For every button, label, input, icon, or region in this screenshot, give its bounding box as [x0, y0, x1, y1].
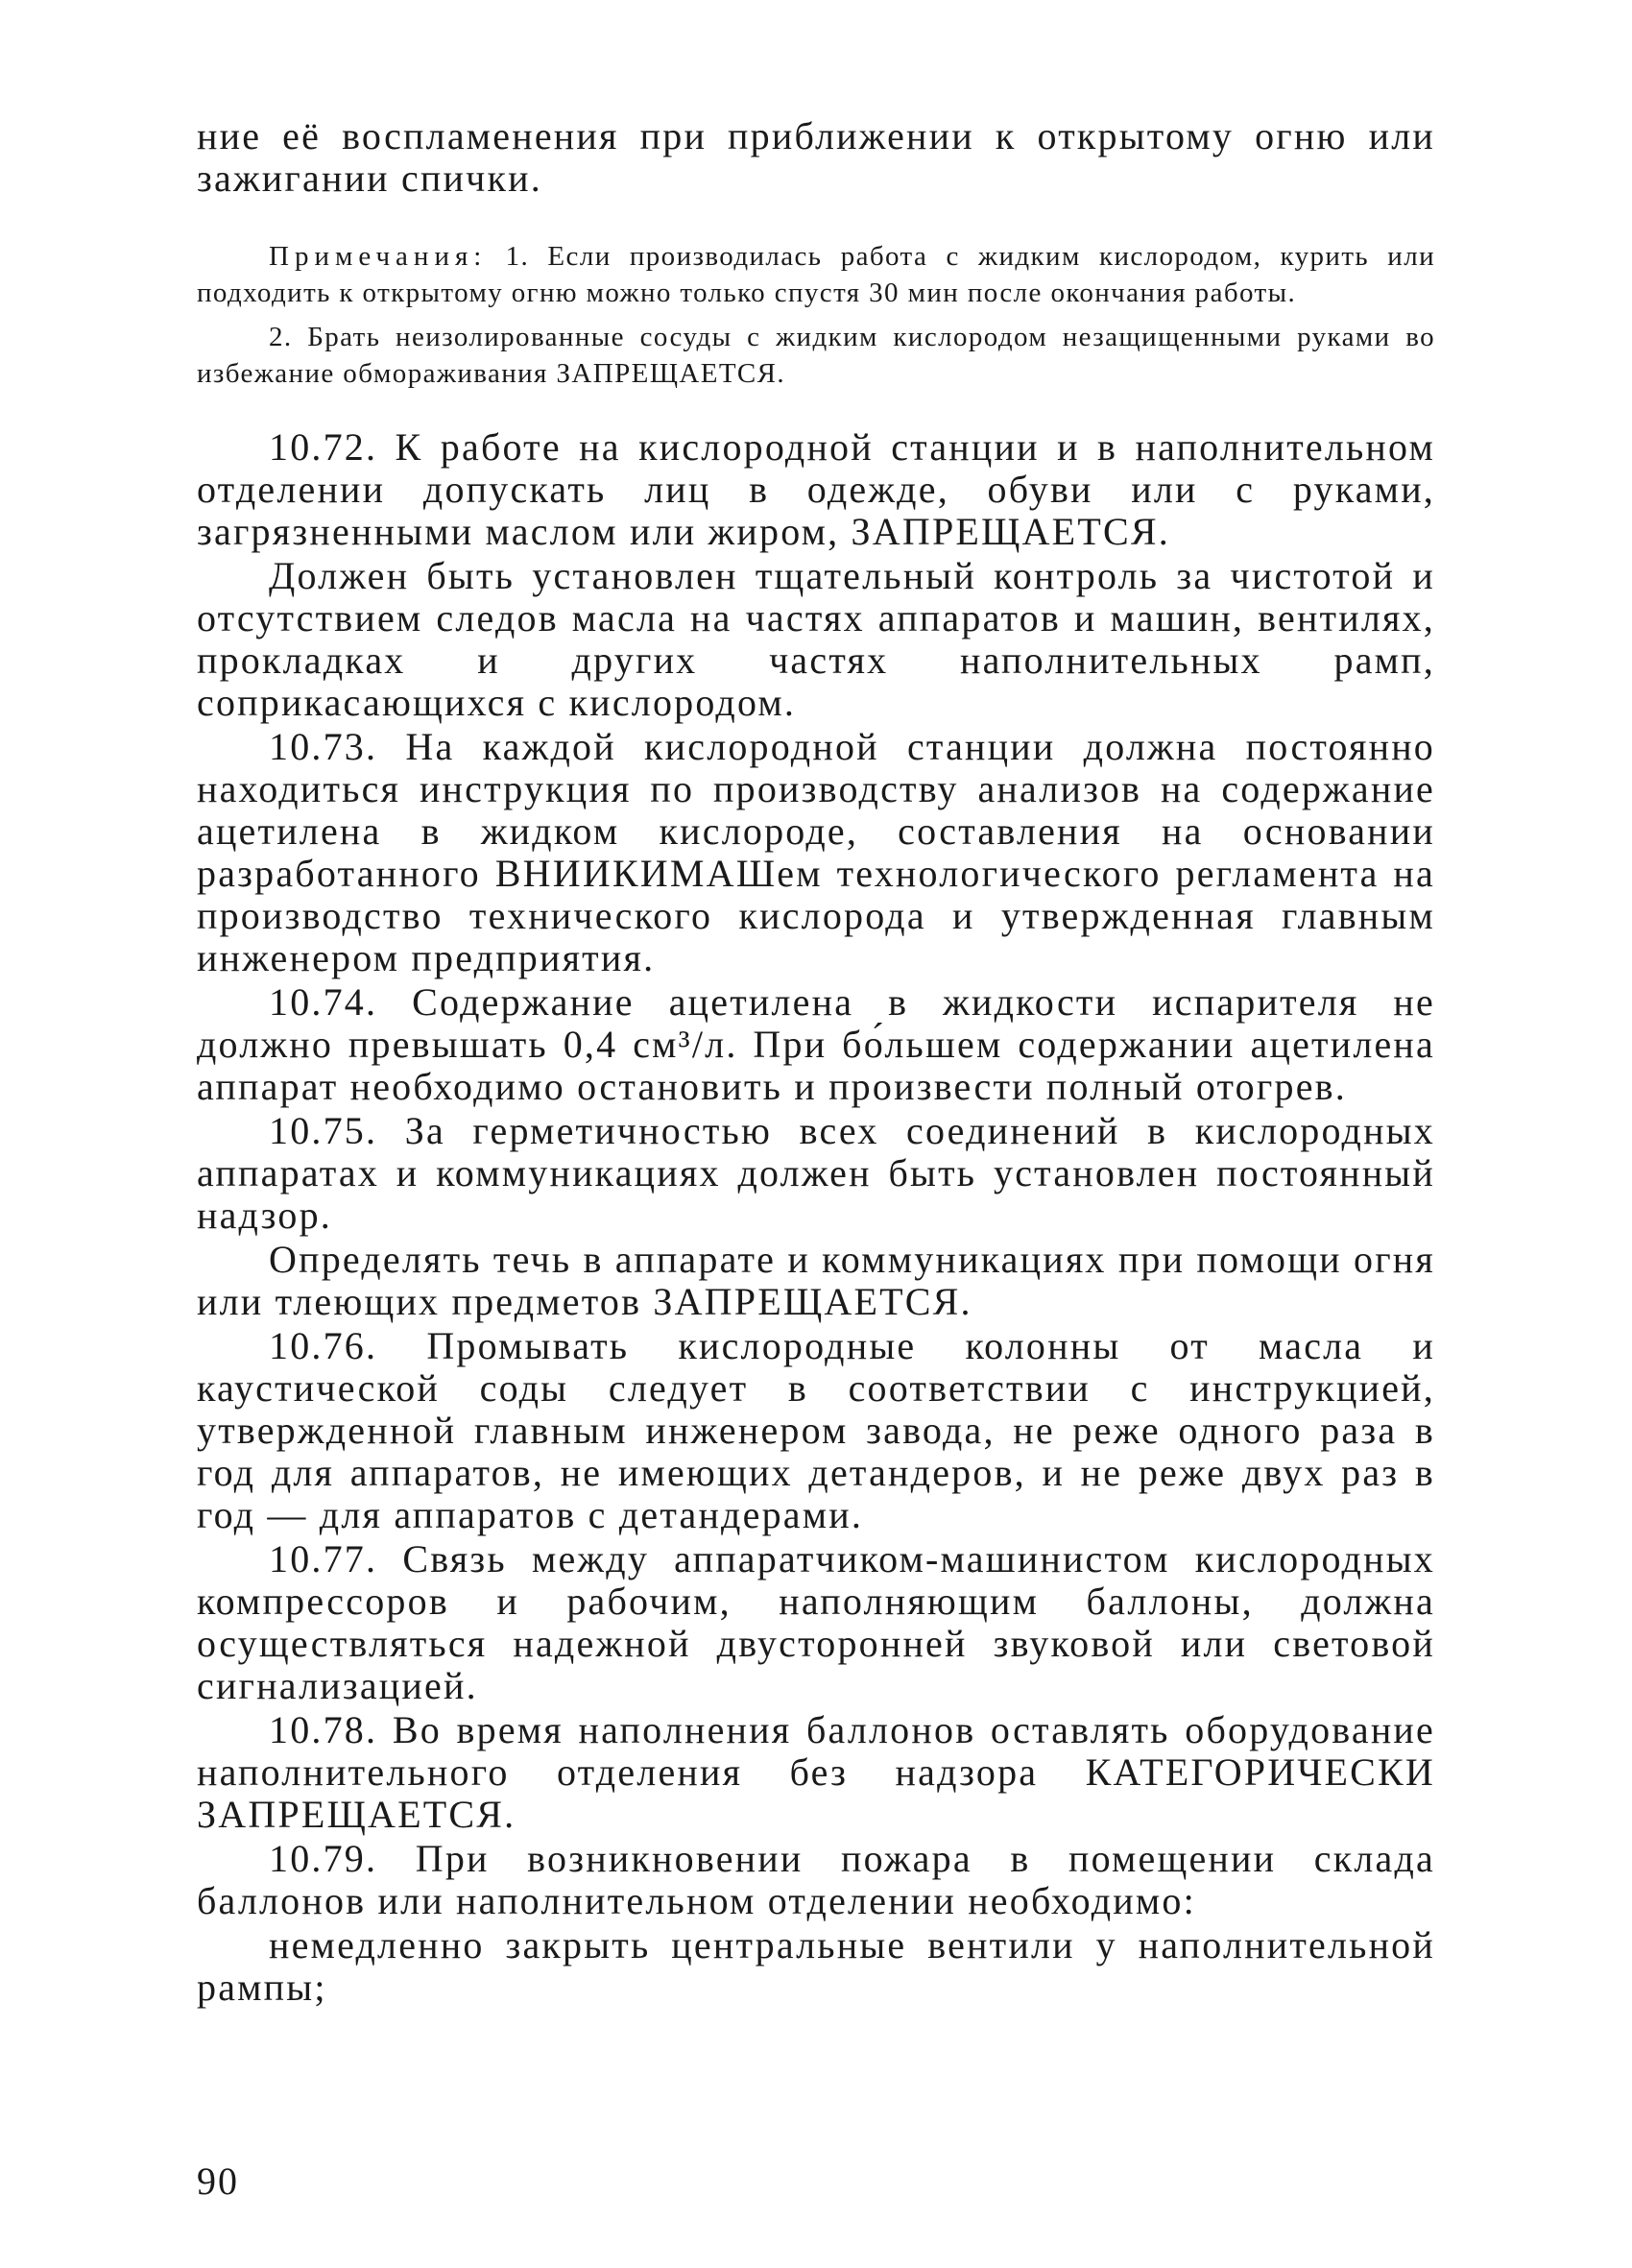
note-item-1	[197, 238, 1435, 311]
intro-paragraph: ние её воспламенения при приближении к открытому огню или зажигании спички.	[197, 114, 1435, 200]
notes-section	[197, 238, 1435, 392]
paragraph-10-77: 10.77. Связь между аппаратчиком-машинистом кислородных компрессоров и рабочим, наполняющим баллоны, должна осуществляться надежной двусторонней звуковой или световой сигнализацией.	[197, 1537, 1435, 1707]
note-item-2: 2. Брать неизолированные сосуды с жидким кислородом незащищенными руками во избежание обмораживания ЗАПРЕЩАЕТСЯ.	[197, 322, 1435, 389]
paragraph-10-75: 10.75. За герметичностью всех соединений в кислородных аппаратах и коммуникациях должен быть установлен постоянный надзор.	[197, 1109, 1435, 1237]
paragraph-10-76: 10.76. Промывать кислородные колонны от масла и каустической соды следует в соответствии с инструкцией, утвержденной главным инженером завода, не реже одного раза в год для аппаратов, не имеющих детандеров, и не реже двух раз в год — для аппаратов с детандерами.	[197, 1324, 1435, 1536]
paragraph-cleanliness-control: Должен быть установлен тщательный контроль за чистотой и отсутствием следов масла на частях аппаратов и машин, вентилях, прокладках и других частях наполнительных рамп, соприкасающихся с кислородом.	[197, 554, 1435, 724]
notes-title: Примечания:	[269, 241, 488, 272]
document-page	[197, 115, 1435, 2009]
page-number: 90	[197, 2159, 239, 2203]
body-text	[197, 426, 1435, 2009]
paragraph-10-79: 10.79. При возникновении пожара в помещении склада баллонов или наполнительном отделении необходимо:	[197, 1837, 1435, 1922]
paragraph-10-74: 10.74. Содержание ацетилена в жидкости испарителя не должно превышать 0,4 см³/л. При бо́льшем содержании ацетилена аппарат необходимо остановить и произвести полный отогрев.	[197, 980, 1435, 1108]
paragraph-10-72: 10.72. К работе на кислородной станции и в наполнительном отделении допускать лиц в одежде, обуви или с руками, загрязненными маслом или жиром, ЗАПРЕЩАЕТСЯ.	[197, 425, 1435, 553]
paragraph-10-73: 10.73. На каждой кислородной станции должна постоянно находиться инструкция по производству анализов на содержание ацетилена в жидком кислороде, составления на основании разработанного ВНИИКИМАШем технологического регламента на производство технического кислорода и утвержденная главным инженером предприятия.	[197, 725, 1435, 979]
paragraph-leak-detection: Определять течь в аппарате и коммуникациях при помощи огня или тлеющих предметов ЗАПРЕЩАЕТСЯ.	[197, 1238, 1436, 1323]
paragraph-10-78: 10.78. Во время наполнения баллонов оставлять оборудование наполнительного отделения без надзора КАТЕГОРИЧЕСКИ ЗАПРЕЩАЕТСЯ.	[197, 1708, 1435, 1836]
note-text-1: 1. Если производилась работа с жидким кислородом, курить или подходить к открытому огню можно только спустя 30 мин после окончания работы.	[197, 241, 1435, 308]
paragraph-close-valves: немедленно закрыть центральные вентили у наполнительной рампы;	[197, 1923, 1435, 2009]
